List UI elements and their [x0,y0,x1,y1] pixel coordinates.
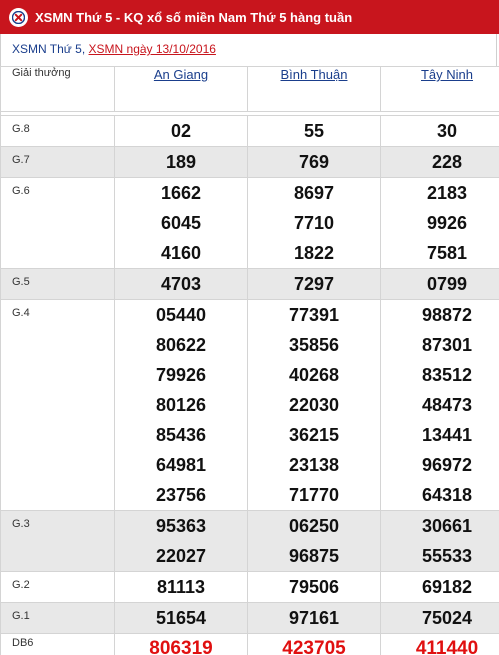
prize-label: G.7 [1,147,115,178]
prize-number: 7710 [293,213,335,233]
prize-row-g4 [1,300,499,511]
prize-number: 80622 [155,335,207,355]
prize-cell [115,511,248,572]
prize-number: 96972 [421,455,473,475]
prize-number: 8697 [293,183,335,203]
prize-cell [115,147,248,178]
table-header-row [1,67,499,112]
prize-number: 87301 [421,335,473,355]
prize-number: 0799 [426,274,468,294]
prize-label: G.8 [1,116,115,147]
prize-number: 05440 [155,305,207,325]
prize-cell [381,572,499,603]
prize-number: 769 [298,152,330,172]
province-link-binh-thuan[interactable]: Bình Thuận [280,67,348,82]
prize-number: 98872 [421,305,473,325]
prize-number: 85436 [155,425,207,445]
prize-label: G.6 [1,178,115,269]
prize-number: 2183 [426,183,468,203]
prize-number: 64318 [421,485,473,505]
prize-number: 9926 [426,213,468,233]
prize-row-g7 [1,147,499,178]
date-link[interactable]: XSMN ngày 13/10/2016 [88,42,216,56]
province-link-tay-ninh[interactable]: Tây Ninh [420,67,474,82]
prize-row-g1 [1,603,499,634]
prize-number: 55533 [421,546,473,566]
prize-number: 189 [165,152,197,172]
special-prize-number: 411440 [415,638,479,655]
prize-number: 79506 [288,577,340,597]
prize-cell [115,269,248,300]
prize-label: DB6 [1,634,115,655]
prize-row-g3 [1,511,499,572]
special-prize-number: 806319 [149,638,213,655]
prize-cell [381,178,499,269]
prize-number: 4160 [160,243,202,263]
prize-number: 81113 [156,577,206,597]
prize-number: 06250 [288,516,340,536]
prize-number: 95363 [155,516,207,536]
prize-cell [115,300,248,511]
prize-number: 55 [303,121,325,141]
prize-number: 4703 [160,274,202,294]
prize-number: 7297 [293,274,335,294]
prize-cell [115,116,248,147]
prize-row-special [1,634,499,655]
prize-number: 1822 [293,243,335,263]
prize-cell [115,572,248,603]
prize-number: 96875 [288,546,340,566]
prize-cell [381,147,499,178]
title-bar [0,0,499,34]
prize-number: 6045 [160,213,202,233]
prize-cell [248,572,381,603]
prize-cell [248,511,381,572]
prize-number: 02 [170,121,192,141]
prize-cell [115,603,248,634]
province-header-binh-thuan [248,67,381,112]
prize-number: 35856 [288,335,340,355]
prize-row-g5 [1,269,499,300]
prize-number: 97161 [288,608,340,628]
prize-cell [248,147,381,178]
prize-label: G.1 [1,603,115,634]
prize-number: 23756 [155,485,207,505]
province-header-tay-ninh [381,67,499,112]
prize-cell [248,603,381,634]
prize-label: G.2 [1,572,115,603]
province-header-an-giang [115,67,248,112]
prize-number: 13441 [421,425,473,445]
prize-number: 64981 [155,455,207,475]
prize-cell [381,511,499,572]
prize-label: G.4 [1,300,115,511]
prize-cell [381,603,499,634]
prize-row-g6 [1,178,499,269]
prize-number: 40268 [288,365,340,385]
prize-number: 22030 [288,395,340,415]
prize-number: 36215 [288,425,340,445]
special-prize-number: 423705 [282,638,346,655]
prize-label: G.5 [1,269,115,300]
subtitle-prefix: XSMN Thứ 5, [12,42,86,56]
prize-number: 1662 [160,183,202,203]
prize-cell [115,634,248,655]
prize-cell [248,269,381,300]
prize-number: 51654 [155,608,207,628]
prize-number: 30661 [421,516,473,536]
prize-cell [248,178,381,269]
page-title: XSMN Thứ 5 - KQ xổ số miền Nam Thứ 5 hàng tuần [35,9,353,25]
prize-number: 228 [431,152,463,172]
subtitle [0,34,497,66]
prize-cell [381,634,499,655]
prize-number: 23138 [288,455,340,475]
prize-number: 30 [436,121,458,141]
results-table [0,66,499,655]
prize-number: 79926 [155,365,207,385]
prize-cell [248,300,381,511]
prize-cell [115,178,248,269]
prize-cell [381,300,499,511]
prize-cell [248,116,381,147]
prize-number: 7581 [426,243,468,263]
prize-cell [381,116,499,147]
prize-column-header: Giải thưởng [1,67,115,112]
province-link-an-giang[interactable]: An Giang [153,67,209,82]
prize-number: 77391 [288,305,340,325]
lottery-x-icon [9,8,28,27]
prize-label: G.3 [1,511,115,572]
prize-cell [248,634,381,655]
prize-number: 22027 [155,546,207,566]
prize-number: 48473 [421,395,473,415]
prize-number: 69182 [421,577,473,597]
prize-number: 75024 [421,608,473,628]
prize-number: 80126 [155,395,207,415]
prize-cell [381,269,499,300]
prize-row-g2 [1,572,499,603]
prize-row-g8 [1,116,499,147]
prize-number: 71770 [288,485,340,505]
prize-number: 83512 [421,365,473,385]
